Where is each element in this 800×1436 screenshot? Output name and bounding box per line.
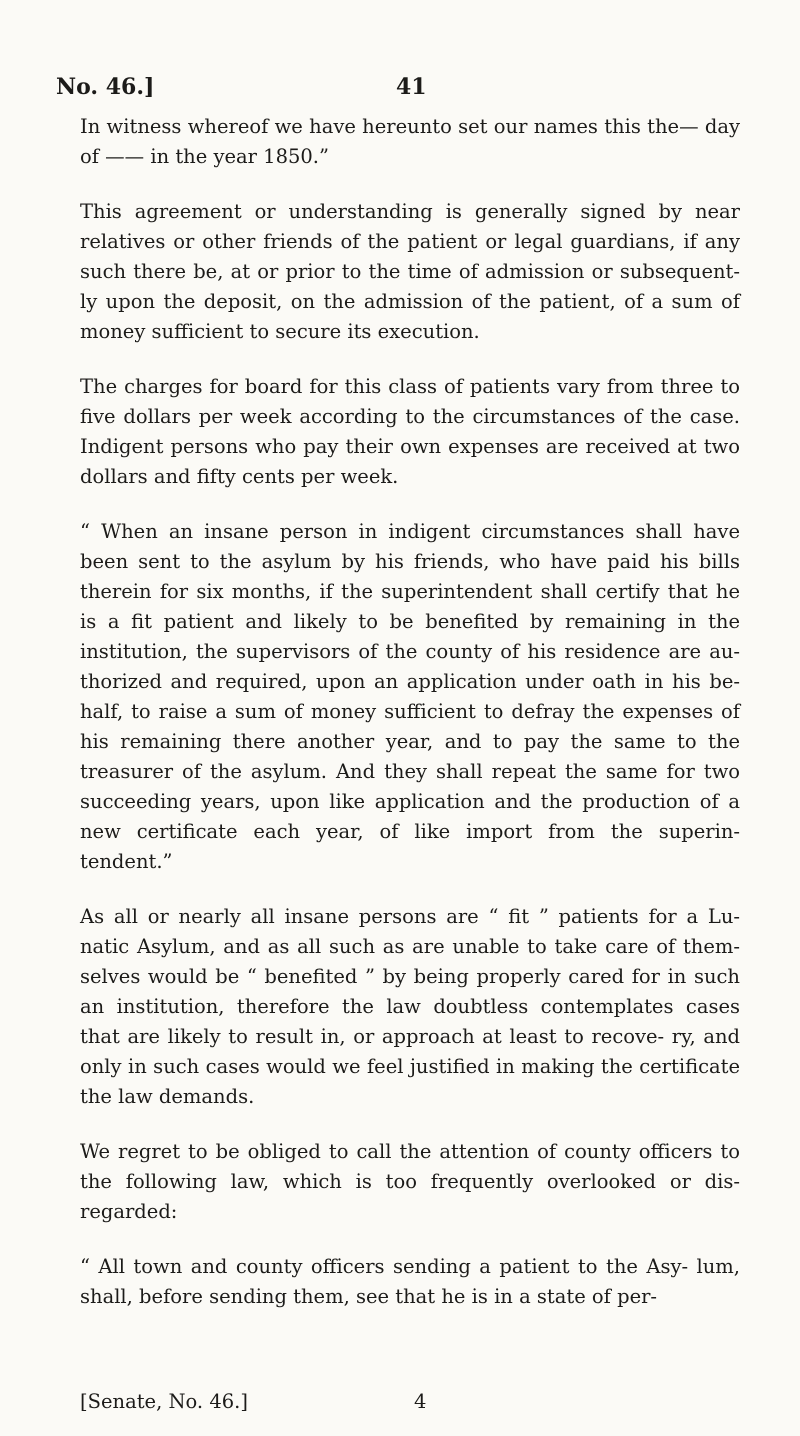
- sheet-mark: 4: [414, 1390, 427, 1413]
- page-footer: [80, 1390, 640, 1422]
- page-header: [56, 64, 744, 104]
- running-head: No. 46.]: [56, 74, 155, 100]
- page-number: 41: [396, 74, 427, 100]
- paragraph-charges: The charges for board for this class of patients vary from three to five dollars per week according to the circumstances of the case. Indigent persons who pay their own expenses are received at two dollars and fifty cents per week.: [80, 375, 740, 488]
- paragraph-agreement: This agreement or understanding is generally signed by near relatives or other friends of the patient or legal guardians, if any such there be, at or prior to the time of admission or subsequent- ly upon the deposit, on the admission of the patient, of a sum of money sufficient to secure its execution.: [80, 200, 740, 343]
- paragraph-fit-patients: As all or nearly all insane persons are “ fit ” patients for a Lu- natic Asylum, and as all such as are unable to take care of them- selves would be “ benefited ” by being properly cared for in such an institution, therefore the law doubtless contemplates cases that are likely to result in, or approach at least to recove- ry, and only in such cases would we feel justified in making the certificate the law demands.: [80, 905, 740, 1108]
- paragraph-officers-law: “ All town and county officers sending a patient to the Asy- lum, shall, before sending them, see that he is in a state of per-: [80, 1255, 740, 1308]
- paragraph-regret: We regret to be obliged to call the attention of county officers to the following law, which is too frequently overlooked or dis- regarded:: [80, 1140, 740, 1223]
- paragraph-law-quote: “ When an insane person in indigent circumstances shall have been sent to the asylum by his friends, who have paid his bills therein for six months, if the superintendent shall certify that he is a fit patient and likely to be benefited by remaining in the institution, the supervisors of the county of his residence are au- thorized and required, upon an application under oath in his be- half, to raise a sum of money sufficient to defray the expenses of his remaining there another year, and to pay the same to the treasurer of the asylum. And they shall repeat the same for two succeeding years, upon like application and the production of a new certificate each year, of like import from the superin- tendent.”: [80, 520, 740, 873]
- body-text: [80, 112, 740, 1337]
- paragraph-witness: In witness whereof we have hereunto set our names this the— day of —— in the year 1850.”: [80, 115, 740, 168]
- footer-signature: [Senate, No. 46.]: [80, 1390, 248, 1413]
